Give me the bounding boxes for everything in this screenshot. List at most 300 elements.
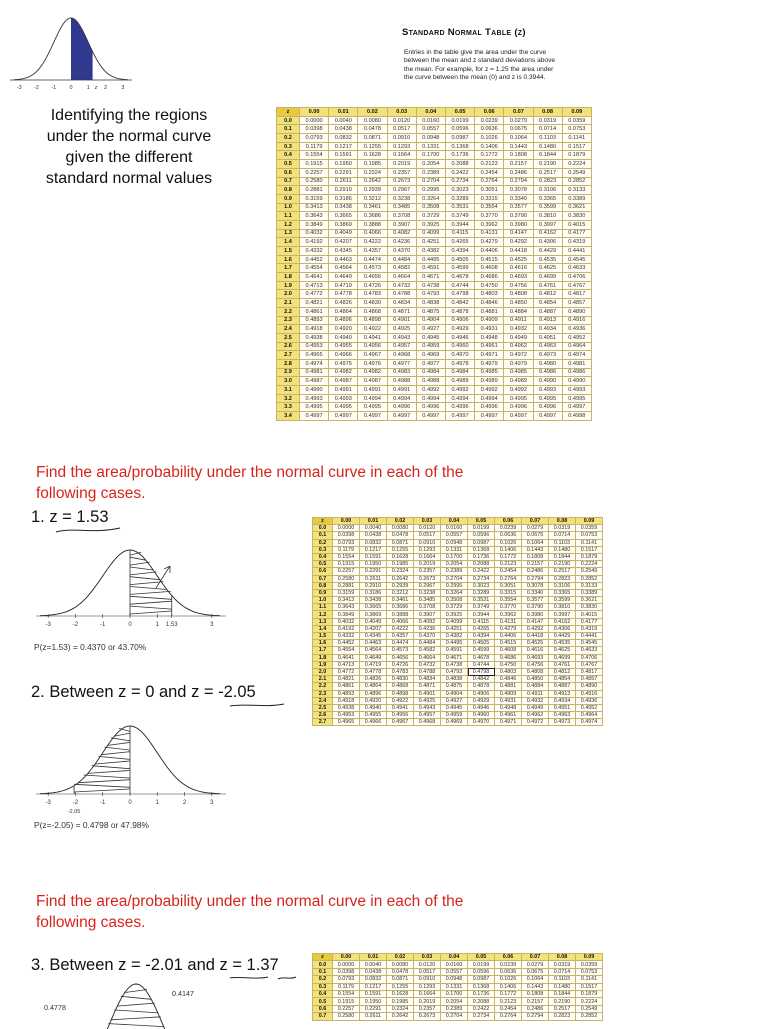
z-table-cell: 0.2673 [414, 1013, 441, 1020]
z-table-row [277, 394, 592, 403]
z-table-corner: z [277, 108, 300, 117]
z-table-cell: 0.4495 [441, 640, 468, 647]
z-table-row [313, 654, 603, 661]
z-table-cell: 0.4744 [445, 281, 474, 290]
z-table-row-header: 1.2 [277, 220, 300, 229]
z-table-row-header: 1.2 [313, 611, 333, 618]
z-table-cell: 0.4441 [576, 633, 603, 640]
z-table-row [313, 668, 603, 675]
z-table-col-header: 0.03 [414, 518, 441, 525]
z-table-cell: 0.4994 [416, 394, 445, 403]
case1-hatched-region [130, 550, 172, 616]
z-table-cell: 0.4783 [358, 290, 387, 299]
z-table-cell: 0.4993 [562, 386, 591, 395]
z-table-cell: 0.4049 [360, 618, 387, 625]
z-table-cell: 0.4857 [576, 676, 603, 683]
z-table-row-header: 2.5 [313, 704, 333, 711]
z-table-cell: 0.4956 [358, 342, 387, 351]
z-table-cell: 0.4871 [414, 683, 441, 690]
z-table-cell: 0.4991 [387, 386, 416, 395]
table-description-line: the curve between the mean (0) and z is 0.3944. [404, 74, 594, 82]
z-table-cell: 0.2967 [414, 582, 441, 589]
z-table-row [277, 134, 592, 143]
axis-tick-label: -2 [73, 622, 79, 628]
z-table-cell: 0.0753 [562, 125, 591, 134]
z-table-cell: 0.3413 [300, 203, 329, 212]
z-table-cell: 0.4207 [329, 238, 358, 247]
z-table-cell: 0.4803 [475, 290, 504, 299]
z-table-row [313, 1013, 603, 1020]
z-table-cell: 0.4633 [576, 647, 603, 654]
z-table-cell: 0.4854 [533, 299, 562, 308]
z-table-cell: 0.3643 [300, 212, 329, 221]
z-table-cell: 0.4826 [360, 676, 387, 683]
z-table-cell: 0.4842 [445, 299, 474, 308]
z-table-cell: 0.2224 [562, 160, 591, 169]
z-table-cell: 0.0199 [445, 116, 474, 125]
z-table-row [277, 160, 592, 169]
z-table-cell: 0.3289 [468, 589, 495, 596]
z-table-cell: 0.4345 [360, 633, 387, 640]
z-table-cell: 0.4788 [414, 668, 441, 675]
z-table-cell: 0.0438 [329, 125, 358, 134]
z-table-row-header: 1.6 [313, 640, 333, 647]
z-table-cell: 0.3365 [533, 194, 562, 203]
z-table-cell: 0.1915 [333, 561, 360, 568]
z-table-row [277, 264, 592, 273]
z-table-cell: 0.3159 [333, 589, 360, 596]
z-table-col-header: 0.00 [333, 954, 360, 961]
z-table-row-header: 2.3 [313, 690, 333, 697]
z-table-cell: 0.1443 [504, 142, 533, 151]
z-table-cell: 0.0596 [468, 968, 495, 975]
z-table-cell: 0.4251 [416, 238, 445, 247]
z-table-cell: 0.4236 [414, 625, 441, 632]
z-table-cell: 0.4964 [562, 342, 591, 351]
z-table-cell: 0.3869 [329, 220, 358, 229]
z-table-cell: 0.4821 [333, 676, 360, 683]
z-table-cell: 0.4982 [329, 368, 358, 377]
z-table-cell: 0.0319 [549, 961, 576, 968]
z-table-cell: 0.1700 [441, 553, 468, 560]
header-axis-tick-label: 2 [104, 85, 107, 91]
z-table-col-header: 0.09 [562, 108, 591, 117]
z-table-cell: 0.4998 [562, 412, 591, 421]
axis-tick-label: 0 [128, 800, 132, 806]
z-table-cell: 0.2764 [475, 177, 504, 186]
z-table-col-header: 0.05 [445, 108, 474, 117]
z-table-cell: 0.4319 [562, 238, 591, 247]
z-table-cell: 0.0596 [445, 125, 474, 134]
z-table-cell: 0.4995 [562, 394, 591, 403]
z-table-cell: 0.4962 [522, 712, 549, 719]
z-table-cell: 0.1480 [549, 546, 576, 553]
z-table-cell: 0.1736 [468, 990, 495, 997]
z-table-cell: 0.4909 [475, 316, 504, 325]
z-table-cell: 0.0948 [416, 134, 445, 143]
z-table-cell: 0.4943 [387, 333, 416, 342]
z-table-cell: 0.4932 [522, 697, 549, 704]
z-table-cell: 0.0359 [576, 961, 603, 968]
z-table-cell: 0.4963 [533, 342, 562, 351]
z-table-cell: 0.4162 [533, 229, 562, 238]
z-table-row [277, 168, 592, 177]
z-table-cell: 0.4821 [300, 299, 329, 308]
z-table-cell: 0.3340 [522, 589, 549, 596]
z-table-cell: 0.4842 [468, 676, 495, 683]
z-table-row [313, 683, 603, 690]
z-table-cell: 0.4834 [387, 299, 416, 308]
z-table-cell: 0.4913 [533, 316, 562, 325]
z-table-cell: 0.4525 [522, 640, 549, 647]
z-table-row-header: 1.4 [277, 238, 300, 247]
z-table-cell: 0.4719 [329, 281, 358, 290]
z-table-cell: 0.4738 [441, 661, 468, 668]
z-table-cell: 0.2764 [495, 575, 522, 582]
z-table-row [277, 359, 592, 368]
z-table-cell: 0.2422 [445, 168, 474, 177]
z-table-cell: 0.3389 [562, 194, 591, 203]
z-table-cell: 0.0239 [495, 961, 522, 968]
z-table-cell: 0.3925 [416, 220, 445, 229]
z-table-cell: 0.4838 [416, 299, 445, 308]
z-table-cell: 0.4988 [387, 377, 416, 386]
z-table-row-header: 1.0 [277, 203, 300, 212]
header-axis-tick-label: -2 [34, 85, 39, 91]
z-table-cell: 0.4306 [533, 238, 562, 247]
z-table-cell: 0.2549 [576, 1005, 603, 1012]
z-table-cell: 0.2123 [475, 160, 504, 169]
z-table-row-header: 1.7 [313, 647, 333, 654]
z-table-cell: 0.4082 [387, 229, 416, 238]
z-table-cell: 0.4961 [495, 712, 522, 719]
z-table-row [277, 351, 592, 360]
z-table-cell: 0.4909 [495, 690, 522, 697]
z-table-row [313, 961, 603, 968]
z-table-cell: 0.2852 [576, 575, 603, 582]
z-table-cell: 0.4515 [495, 640, 522, 647]
z-table-cell: 0.3599 [549, 597, 576, 604]
z-table-col-header: 0.02 [387, 954, 414, 961]
case1-figure [30, 536, 230, 628]
case2-bell-svg [30, 716, 230, 808]
section2-heading-line: following cases. [36, 912, 506, 933]
z-table-cell: 0.4616 [504, 264, 533, 273]
z-table-cell: 0.3962 [475, 220, 504, 229]
z-table-cell: 0.1736 [468, 553, 495, 560]
z-table-cell: 0.4965 [333, 719, 360, 726]
z-table-cell: 0.4750 [495, 661, 522, 668]
z-table-cell: 0.0080 [358, 116, 387, 125]
z-table-cell: 0.4934 [533, 325, 562, 334]
z-table-cell: 0.4940 [329, 333, 358, 342]
z-table-cell: 0.4913 [549, 690, 576, 697]
z-table-cell: 0.4452 [300, 255, 329, 264]
z-table-row-header: 1.9 [277, 281, 300, 290]
z-table-cell: 0.4901 [387, 316, 416, 325]
z-table-cell: 0.4678 [445, 273, 474, 282]
z-table-cell: 0.4599 [468, 647, 495, 654]
z-table-cell: 0.4370 [387, 247, 416, 256]
z-table-row-header: 2.2 [277, 307, 300, 316]
z-table-cell: 0.1406 [495, 983, 522, 990]
z-table-row-header: 0.5 [277, 160, 300, 169]
z-table-row [277, 247, 592, 256]
z-table-cell: 0.4292 [522, 625, 549, 632]
z-table-cell: 0.4808 [522, 668, 549, 675]
z-table-col-header: 0.05 [468, 518, 495, 525]
z-table-cell: 0.3810 [549, 604, 576, 611]
z-table-cell: 0.0675 [522, 532, 549, 539]
z-table-col-header: 0.02 [387, 518, 414, 525]
z-table-row-header: 0.5 [313, 998, 333, 1005]
z-table-cell: 0.2190 [549, 998, 576, 1005]
z-table-cell: 0.4429 [549, 633, 576, 640]
z-table-cell: 0.0596 [468, 532, 495, 539]
z-table-cell: 0.4798 [468, 668, 495, 675]
z-table-cell: 0.2823 [549, 575, 576, 582]
z-table-cell: 0.4713 [333, 661, 360, 668]
z-table-row-header: 1.5 [277, 247, 300, 256]
z-table-cell: 0.3997 [549, 611, 576, 618]
z-table-cell: 0.4868 [387, 683, 414, 690]
z-table-cell: 0.4803 [495, 668, 522, 675]
z-table-cell: 0.2580 [333, 575, 360, 582]
z-table-cell: 0.1406 [475, 142, 504, 151]
z-table-cell: 0.4279 [475, 238, 504, 247]
z-table-cell: 0.2852 [576, 1013, 603, 1020]
z-table-case1 [312, 517, 603, 726]
z-table-cell: 0.4927 [416, 325, 445, 334]
z-table-cell: 0.0714 [533, 125, 562, 134]
z-table-cell: 0.0000 [333, 525, 360, 532]
z-table-col-header: 0.04 [441, 518, 468, 525]
z-table-cell: 0.0753 [576, 968, 603, 975]
z-table-cell: 0.4608 [495, 647, 522, 654]
z-table-cell: 0.4719 [360, 661, 387, 668]
z-table-row [313, 633, 603, 640]
z-table-cell: 0.3315 [475, 194, 504, 203]
z-table-row [277, 325, 592, 334]
z-table-cell: 0.4772 [333, 668, 360, 675]
z-table-cell: 0.2881 [333, 582, 360, 589]
z-table-cell: 0.0438 [360, 968, 387, 975]
z-table-cell: 0.0120 [387, 116, 416, 125]
z-table-cell: 0.4974 [300, 359, 329, 368]
z-table-cell: 0.4864 [329, 307, 358, 316]
z-table-cell: 0.0199 [468, 525, 495, 532]
z-table-cell: 0.4032 [300, 229, 329, 238]
z-table-cell: 0.4788 [387, 290, 416, 299]
z-table-cell: 0.0948 [441, 976, 468, 983]
z-table-cell: 0.4641 [333, 654, 360, 661]
z-table-row [277, 142, 592, 151]
z-table-cell: 0.2517 [549, 568, 576, 575]
z-table-cell: 0.3531 [468, 597, 495, 604]
z-table-cell: 0.1985 [387, 998, 414, 1005]
z-table-cell: 0.1293 [387, 142, 416, 151]
z-table-cell: 0.0987 [445, 134, 474, 143]
header-axis-tick-label: 3 [121, 85, 124, 91]
z-table-row [313, 582, 603, 589]
axis-tick-label: 2 [183, 800, 187, 806]
z-table-row [277, 386, 592, 395]
z-table-col-header: 0.06 [475, 108, 504, 117]
z-table-cell: 0.4966 [329, 351, 358, 360]
z-table-cell: 0.3212 [358, 194, 387, 203]
z-table-cell: 0.4968 [414, 719, 441, 726]
z-table-cell: 0.0000 [333, 961, 360, 968]
z-table-cell: 0.4418 [504, 247, 533, 256]
z-table-cell: 0.3925 [441, 611, 468, 618]
z-table-cell: 0.4495 [416, 255, 445, 264]
z-table-col-header: 0.02 [358, 108, 387, 117]
z-table-cell: 0.2642 [387, 575, 414, 582]
z-table-cell: 0.2324 [358, 168, 387, 177]
z-table-cell: 0.0120 [414, 961, 441, 968]
z-table-cell: 0.3599 [533, 203, 562, 212]
z-table-cell: 0.2704 [416, 177, 445, 186]
z-table-cell: 0.2019 [387, 160, 416, 169]
z-table-col-header: 0.01 [360, 954, 387, 961]
z-table-row [277, 238, 592, 247]
z-table-cell: 0.2324 [387, 568, 414, 575]
z-table-cell: 0.3810 [533, 212, 562, 221]
z-table-row-header: 1.6 [277, 255, 300, 264]
z-table-cell: 0.4429 [533, 247, 562, 256]
z-table-cell: 0.1915 [300, 160, 329, 169]
z-table-cell: 0.3133 [562, 186, 591, 195]
z-table-cell: 0.0871 [387, 976, 414, 983]
z-table-cell: 0.4906 [445, 316, 474, 325]
z-table-cell: 0.4896 [329, 316, 358, 325]
z-table-cell: 0.1217 [360, 983, 387, 990]
z-table-cell: 0.4989 [475, 377, 504, 386]
z-table-cell: 0.2054 [441, 561, 468, 568]
z-table-cell: 0.2123 [495, 998, 522, 1005]
z-table-cell: 0.4991 [358, 386, 387, 395]
z-table-row-header: 2.0 [277, 290, 300, 299]
z-table-row-header: 0.0 [277, 116, 300, 125]
z-table-cell: 0.1844 [549, 990, 576, 997]
z-table-cell: 0.0910 [414, 539, 441, 546]
z-table-row-header: 1.1 [313, 604, 333, 611]
z-table-cell: 0.4936 [562, 325, 591, 334]
z-table-cell: 0.4976 [358, 359, 387, 368]
z-table-cell: 0.1664 [414, 553, 441, 560]
z-table-cell: 0.3997 [533, 220, 562, 229]
z-table-cell: 0.2257 [300, 168, 329, 177]
z-table-row-header: 2.2 [313, 683, 333, 690]
z-table-cell: 0.4370 [414, 633, 441, 640]
case3-underline-mark [228, 973, 298, 983]
z-table-cell: 0.4032 [333, 618, 360, 625]
z-table-cell: 0.0793 [300, 134, 329, 143]
z-table-cell: 0.4957 [414, 712, 441, 719]
z-table-cell: 0.4997 [358, 412, 387, 421]
z-table-cell: 0.0000 [300, 116, 329, 125]
z-table-cell: 0.4115 [468, 618, 495, 625]
z-table-cell: 0.2019 [414, 998, 441, 1005]
z-table-cell: 0.3315 [495, 589, 522, 596]
z-table-cell: 0.4918 [300, 325, 329, 334]
z-table-row [277, 377, 592, 386]
z-table-cell: 0.4875 [441, 683, 468, 690]
z-table-cell: 0.3643 [333, 604, 360, 611]
z-table-cell: 0.4798 [445, 290, 474, 299]
z-table-cell: 0.1331 [441, 983, 468, 990]
z-table-cell: 0.2389 [416, 168, 445, 177]
z-table-cell: 0.1591 [360, 990, 387, 997]
table-description [404, 49, 594, 82]
z-table-cell: 0.2734 [445, 177, 474, 186]
z-table-row [313, 618, 603, 625]
z-table-cell: 0.4868 [358, 307, 387, 316]
z-table-row [277, 316, 592, 325]
section2-heading [36, 891, 506, 933]
z-table-cell: 0.4980 [533, 359, 562, 368]
z-table-cell: 0.4535 [533, 255, 562, 264]
z-table-cell: 0.1700 [441, 990, 468, 997]
z-table-cell: 0.2967 [387, 186, 416, 195]
z-table-cell: 0.1554 [333, 990, 360, 997]
z-table-cell: 0.4115 [445, 229, 474, 238]
z-table-cell: 0.0398 [333, 532, 360, 539]
z-table-cell: 0.2642 [387, 1013, 414, 1020]
z-table-cell: 0.4147 [522, 618, 549, 625]
z-table-cell: 0.4940 [360, 704, 387, 711]
z-table-cell: 0.4893 [300, 316, 329, 325]
z-table-cell: 0.2123 [495, 561, 522, 568]
z-table-cell: 0.4896 [360, 690, 387, 697]
z-table-col-header: 0.06 [495, 518, 522, 525]
z-table-cell: 0.4881 [495, 683, 522, 690]
z-table-row-header: 2.4 [313, 697, 333, 704]
z-table-cell: 0.2157 [522, 998, 549, 1005]
z-table-cell: 0.3106 [549, 582, 576, 589]
z-table-row-header: 0.9 [313, 589, 333, 596]
z-table-row-header: 3.2 [277, 394, 300, 403]
z-table-cell: 0.1443 [522, 546, 549, 553]
axis-tick-label: -3 [46, 622, 52, 628]
z-table-cell: 0.4066 [387, 618, 414, 625]
z-table-cell: 0.4994 [387, 394, 416, 403]
z-table-cell: 0.4898 [387, 690, 414, 697]
z-table-cell: 0.4319 [576, 625, 603, 632]
z-table-cell: 0.1628 [387, 990, 414, 997]
z-table-cell: 0.2088 [445, 160, 474, 169]
z-table-cell: 0.1554 [300, 151, 329, 160]
z-table-cell: 0.4986 [533, 368, 562, 377]
z-table-cell: 0.4946 [468, 704, 495, 711]
z-table-cell: 0.4177 [576, 618, 603, 625]
z-table-cell: 0.4971 [475, 351, 504, 360]
z-table-cell: 0.4997 [533, 412, 562, 421]
z-table-cell: 0.4875 [416, 307, 445, 316]
z-table-cell: 0.4934 [549, 697, 576, 704]
z-table-cell: 0.1480 [549, 983, 576, 990]
z-table-cell: 0.4981 [300, 368, 329, 377]
z-table-cell: 0.4884 [522, 683, 549, 690]
z-table-cell: 0.4968 [387, 351, 416, 360]
z-table-cell: 0.3686 [358, 212, 387, 221]
z-table-cell: 0.4995 [504, 394, 533, 403]
z-table-cell: 0.4830 [387, 676, 414, 683]
z-table-cell: 0.4945 [441, 704, 468, 711]
z-table-cell: 0.4099 [416, 229, 445, 238]
z-table-cell: 0.2517 [533, 168, 562, 177]
z-table-cell: 0.4881 [475, 307, 504, 316]
